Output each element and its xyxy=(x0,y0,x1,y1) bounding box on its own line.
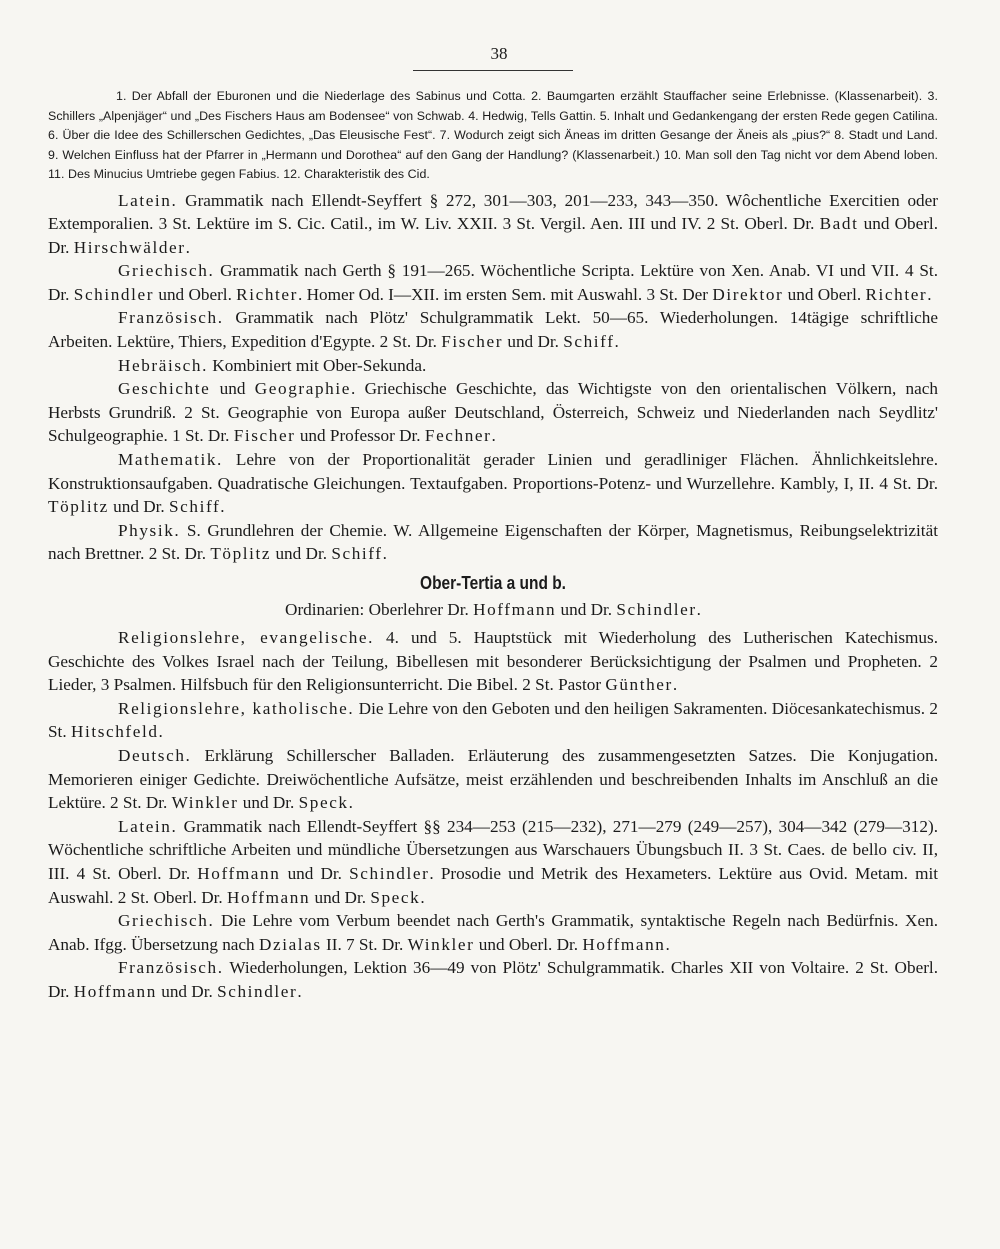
teacher-name: Richter xyxy=(865,284,928,304)
teacher-name: Richter xyxy=(236,284,298,304)
essay-topics xyxy=(48,87,938,185)
subject-label: Physik. xyxy=(118,520,181,540)
subject-latein: Latein. Grammatik nach Ellendt-Seyffert § 272, 301—303, 201—233, 343—350. Wôchentliche Exercitien oder Extemporalien. 3 St. Lektüre im S. Cic. Catil., im W. Liv. XXII. 3 St. Vergil. Aen. III und IV. 2 St. Oberl. Dr. Badt und Oberl. Dr. Hirschwälder. xyxy=(48,190,939,257)
subject-geschichte: Geschichte und Geographie. Griechische Geschichte, das Wichtigste von den orientalischen Völkern, nach Herbsts Grundriß. 2 St. Geographie von Europa außer Deutschland, Österreich, Schweiz und Niederlanden nach Seydlitz' Schulgeographie. 1 St. Dr. Fischer und Professor Dr. Fechner. xyxy=(48,379,939,446)
subject-label: Religionslehre, katholische. xyxy=(118,698,355,718)
teacher-name: Schindler xyxy=(73,284,155,304)
teacher-name: Badt xyxy=(819,214,859,234)
teacher-name: Dzialas xyxy=(258,934,322,954)
teacher-name: Fechner xyxy=(424,426,492,446)
subject-label: Mathematik. xyxy=(118,450,223,470)
teacher-name: Töplitz xyxy=(48,497,109,517)
subject-religion-katholisch: Religionslehre, katholische. Die Lehre von den Geboten und den heiligen Sakramenten. Diöcesankatechismus. 2 St. Hitschfeld. xyxy=(48,698,938,742)
subject-griechisch: Griechisch. Grammatik nach Gerth § 191—265. Wöchentliche Scripta. Lektüre von Xen. Anab. VI und VII. 4 St. Dr. Schindler und Oberl. Richter. Homer Od. I—XII. im ersten Sem. mit Auswahl. 3 St. Der Direktor und Oberl. Richter. xyxy=(48,261,938,304)
teacher-name: Schindler xyxy=(349,863,430,883)
teacher-name: Schiff xyxy=(331,544,383,564)
subject-label: Religionslehre, evangelische. xyxy=(118,628,375,647)
unter-sekunda-subjects xyxy=(48,189,938,567)
teacher-name: Schiff xyxy=(563,332,615,352)
subject-physik: Physik. S. Grundlehren der Chemie. W. Allgemeine Eigenschaften der Körper, Magnetismus, Reibungselektrizität nach Brettner. 2 St. Dr. Töplitz und Dr. Schiff. xyxy=(48,520,938,564)
subject-deutsch: Deutsch. Erklärung Schillerscher Balladen. Erläuterung des zusammengesetzten Satzes. Die Konjugation. Memorieren einiger Gedichte. Dreiwöchentliche Aufsätze, meist erzählenden und beschreibenden Inhalts im Anschluß an die Lektüre. 2 St. Dr. Winkler und Dr. Speck. xyxy=(48,745,938,813)
teacher-name: Fischer xyxy=(233,426,296,446)
page-number: 38 xyxy=(490,44,508,63)
teacher-name: Hoffmann xyxy=(73,981,157,1001)
teacher-name: Winkler xyxy=(171,793,239,813)
subject-label: Latein. xyxy=(118,190,178,210)
subject-label: Französisch. xyxy=(118,958,224,978)
subject-label: Hebräisch. xyxy=(118,355,208,375)
header-rule xyxy=(413,70,573,71)
teacher-name: Hitschfeld xyxy=(70,722,159,742)
subject-label: Französisch. xyxy=(118,308,224,328)
subject-mathematik: Mathematik. Lehre von der Proportionalität gerader Linien und geradliniger Flächen. Ähnlichkeitslehre. Konstruktionsaufgaben. Quadratische Gleichungen. Textaufgaben. Proportions-Potenz- und Wurzellehre. Kambly, I, II. 4 St. Dr. Töplitz und Dr. Schiff. xyxy=(48,450,938,517)
subject-label: Deutsch. xyxy=(118,745,192,765)
subject-label: Geschichte xyxy=(118,379,211,399)
teacher-name: Schindler xyxy=(616,600,697,619)
subject-religion-evangelisch: Religionslehre, evangelische. 4. und 5. Hauptstück mit Wiederholung des Lutherischen Katechismus. Geschichte des Volkes Israel nach der Teilung, Bibellesen mit besonderer Berücksichtigung der Psalmen und Propheten. 2 Lieder, 3 Psalmen. Hilfsbuch für den Religionsunterricht. Die Bibel. 2 St. Pastor Günther. xyxy=(48,628,938,695)
teacher-name: Schindler xyxy=(217,981,298,1001)
subject-label: Geographie xyxy=(254,379,351,399)
teacher-name: Speck xyxy=(370,887,421,907)
teacher-name: Hoffmann xyxy=(473,600,557,619)
teacher-name: Speck xyxy=(298,793,349,813)
teacher-name: Hoffmann xyxy=(582,934,666,954)
subject-label: Latein. xyxy=(118,816,178,836)
subject-griechisch-ot: Griechisch. Die Lehre vom Verbum beendet nach Gerth's Grammatik, syntaktische Regeln nach Bedürfnis. Xen. Anab. Ifgg. Übersetzung nach Dzialas II. 7 St. Dr. Winkler und Oberl. Dr. Hoffmann. xyxy=(48,911,938,954)
section-heading: Ober-Tertia a und b. xyxy=(420,573,566,593)
teacher-name: Hoffmann xyxy=(227,887,311,907)
ordinarien-line: Ordinarien: Oberlehrer Dr. Hoffmann und Dr. Schindler. xyxy=(285,600,701,619)
subject-franzoesisch-ot: Französisch. Wiederholungen, Lektion 36—49 von Plötz' Schulgrammatik. Charles XII von Voltaire. 2 St. Oberl. Dr. Hoffmann und Dr. Schindler. xyxy=(48,958,938,1001)
ober-tertia-subjects xyxy=(48,626,938,1004)
teacher-name: Hoffmann xyxy=(197,863,281,883)
subject-label: Griechisch. xyxy=(118,261,215,281)
teacher-name: Töplitz xyxy=(210,544,272,564)
subject-label: Griechisch. xyxy=(118,911,215,931)
essay-topics-text: 1. Der Abfall der Eburonen und die Niederlage des Sabinus und Cotta. 2. Baumgarten erzählt Stauffacher seine Erlebnisse. (Klassenarbeit). 3. Schillers „Alpenjäger“ und „Des Fischers Haus am Bodensee“ von Schwab. 4. Hedwig, Tells Gattin. 5. Inhalt und Gedankengang der ersten Rede gegen Catilina. 6. Über die Idee des Schillerschen Gedichtes, „Das Eleusische Fest“. 7. Wodurch zeigt sich Äneas im dritten Gesange der Äneis als „pius?“ 8. Stadt und Land. 9. Welchen Einfluss hat der Pfarrer in „Hermann und Dorothea“ auf den Gang der Handlung? (Klassenarbeit.) 10. Man soll den Tag nicht vor dem Abend loben. 11. Des Minucius Umtriebe gegen Fabius. 12. Charakteristik des Cid. xyxy=(48,89,938,181)
teacher-name: Winkler xyxy=(407,934,475,954)
teacher-name: Hirschwälder xyxy=(73,237,186,257)
teacher-name: Fischer xyxy=(441,332,504,352)
subject-franzoesisch: Französisch. Grammatik nach Plötz' Schulgrammatik Lekt. 50—65. Wiederholungen. 14tägige schriftliche Arbeiten. Lektüre, Thiers, Expedition d'Egypte. 2 St. Dr. Fischer und Dr. Schiff. xyxy=(48,308,938,352)
teacher-name: Günther xyxy=(605,675,673,695)
teacher-name: Schiff xyxy=(169,497,221,517)
subject-hebraeisch: Hebräisch. Kombiniert mit Ober-Sekunda. xyxy=(118,355,427,375)
teacher-name: Direktor xyxy=(712,284,784,304)
subject-latein-ot: Latein. Grammatik nach Ellendt-Seyffert §§ 234—253 (215—232), 271—279 (249—257), 304—342 (279—312). Wöchentliche schriftliche Arbeiten und mündliche Übersetzungen aus Warschauers Übungsbuch II. 3 St. Caes. de bello civ. II, III. 4 St. Oberl. Dr. Hoffmann und Dr. Schindler. Prosodie und Metrik des Hexameters. Lektüre aus Ovid. Metam. mit Auswahl. 2 St. Oberl. Dr. Hoffmann und Dr. Speck. xyxy=(48,816,939,907)
